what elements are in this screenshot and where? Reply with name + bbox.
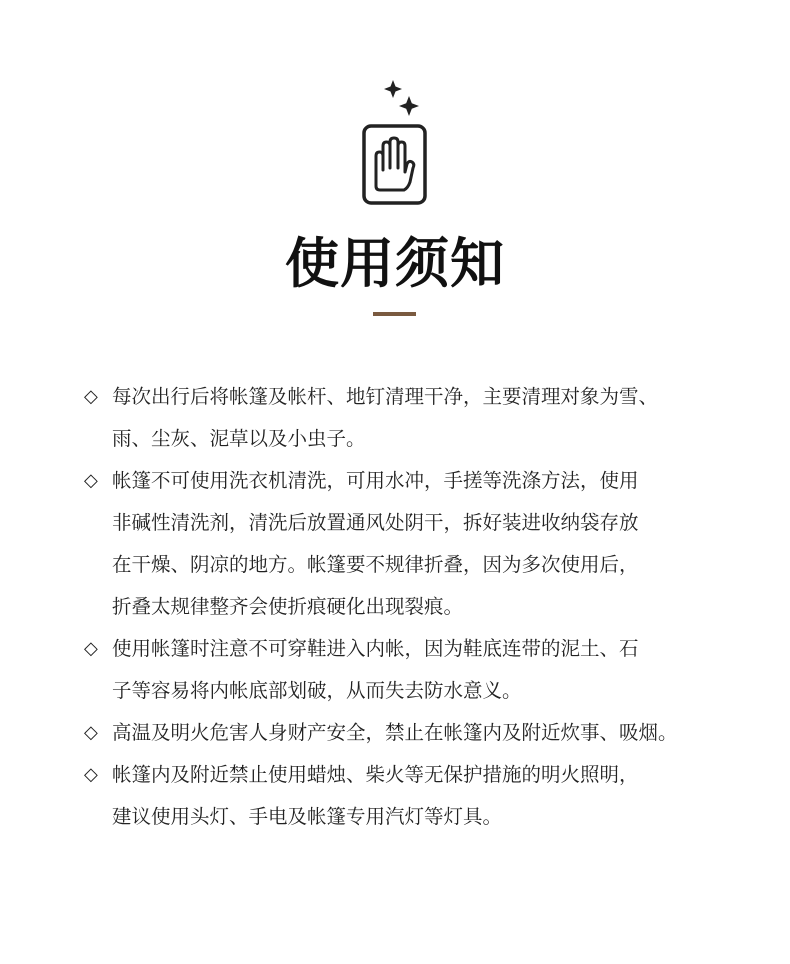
notice-line: 高温及明火危害人身财产安全，禁止在帐篷内及附近炊事、吸烟。	[112, 721, 678, 744]
notice-line: 子等容易将内帐底部划破，从而失去防水意义。	[112, 679, 522, 702]
notice-line: 在干燥、阴凉的地方。帐篷要不规律折叠，因为多次使用后，	[112, 553, 639, 576]
diamond-bullet-icon: ◇	[84, 722, 98, 743]
list-item	[84, 712, 764, 754]
notice-line: 帐篷不可使用洗衣机清洗，可用水冲，手搓等洗涤方法，使用	[112, 469, 639, 492]
page-title: 使用须知	[285, 232, 505, 295]
notice-list	[84, 376, 764, 838]
header-icon	[360, 78, 430, 208]
title-divider	[373, 312, 416, 316]
diamond-bullet-icon: ◇	[84, 764, 98, 785]
notice-line: 折叠太规律整齐会使折痕硬化出现裂痕。	[112, 595, 464, 618]
notice-line: 建议使用头灯、手电及帐篷专用汽灯等灯具。	[112, 805, 503, 828]
list-item	[84, 376, 764, 460]
notice-line: 帐篷内及附近禁止使用蜡烛、柴火等无保护措施的明火照明，	[112, 763, 639, 786]
diamond-bullet-icon: ◇	[84, 386, 98, 407]
diamond-bullet-icon: ◇	[84, 470, 98, 491]
list-item	[84, 628, 764, 712]
notice-line: 使用帐篷时注意不可穿鞋进入内帐，因为鞋底连带的泥土、石	[112, 637, 639, 660]
diamond-bullet-icon: ◇	[84, 638, 98, 659]
notice-line: 每次出行后将帐篷及帐杆、地钉清理干净，主要清理对象为雪、	[112, 385, 659, 408]
notice-line: 非碱性清洗剂，清洗后放置通风处阴干，拆好装进收纳袋存放	[112, 511, 639, 534]
list-item	[84, 754, 764, 838]
notice-line: 雨、尘灰、泥草以及小虫子。	[112, 427, 366, 450]
sparkle-icon	[384, 80, 419, 116]
list-item	[84, 460, 764, 628]
clean-hand-icon	[360, 78, 430, 208]
